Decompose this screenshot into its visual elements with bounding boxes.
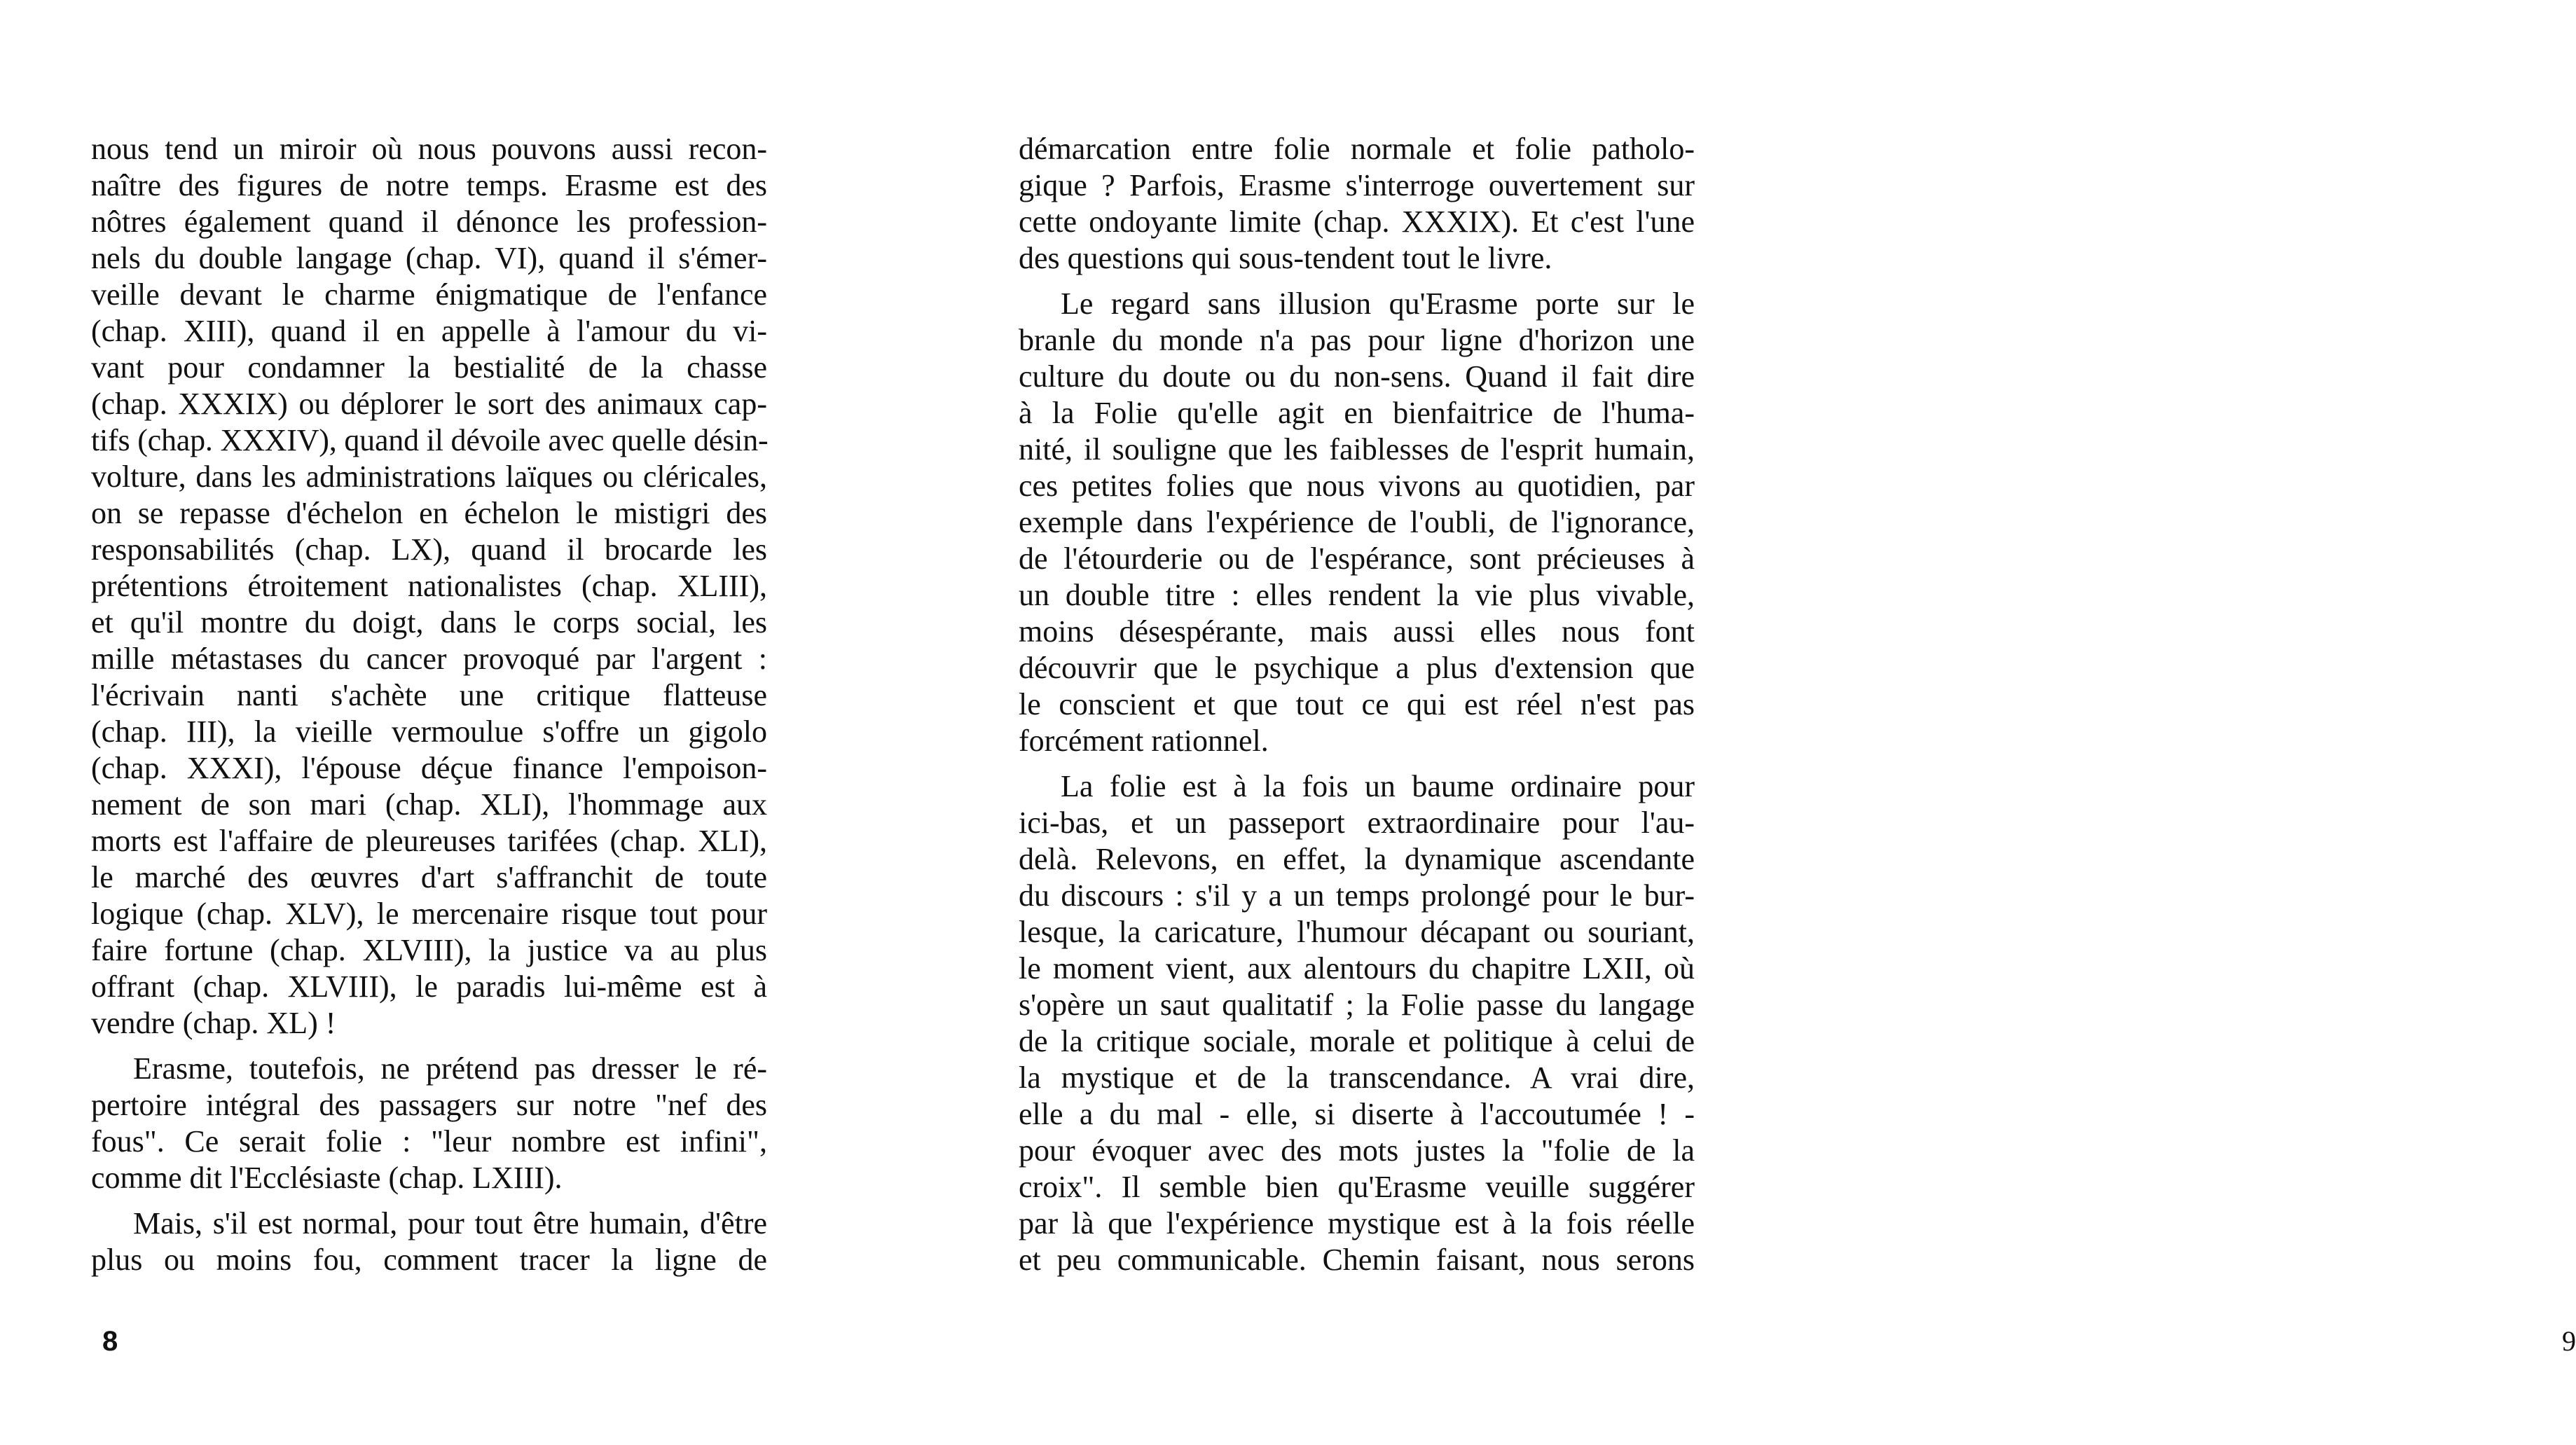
text-line: ces petites folies que nous vivons au quotidien, par — [1019, 469, 1695, 503]
text-line: mille métastases du cancer provoqué par l'argent : — [91, 642, 767, 676]
text-line: nement de son mari (chap. XLI), l'hommage aux — [91, 787, 767, 822]
page-number: 9 — [2562, 1325, 2576, 1357]
text-line: ici-bas, et un passeport extraordinaire pour l'au- — [1019, 806, 1695, 840]
text-line: delà. Relevons, en effet, la dynamique ascendante — [1019, 842, 1695, 876]
text-line: on se repasse d'échelon en échelon le mistigri des — [91, 496, 767, 530]
paragraph-gap — [1019, 759, 1695, 768]
text-line: le marché des œuvres d'art s'affranchit de toute — [91, 860, 767, 894]
text-line: nôtres également quand il dénonce les profession- — [91, 205, 767, 239]
text-line: tifs (chap. XXXIV), quand il dévoile avec quelle désin- — [91, 423, 769, 457]
text-line: La folie est à la fois un baume ordinaire pour — [1061, 769, 1695, 803]
right-page — [889, 0, 2576, 1445]
left-page — [0, 0, 889, 1445]
text-line: (chap. III), la vieille vermoulue s'offre un gigolo — [91, 714, 767, 749]
paragraph-gap — [91, 1196, 767, 1205]
text-line: volture, dans les administrations laïques ou cléricales, — [91, 459, 767, 494]
text-line: forcément rationnel. — [1019, 724, 1269, 758]
text-line: comme dit l'Ecclésiaste (chap. LXIII). — [91, 1161, 563, 1195]
text-line: vendre (chap. XL) ! — [91, 1006, 336, 1040]
text-line: à la Folie qu'elle agit en bienfaitrice de l'huma- — [1019, 396, 1695, 430]
text-line: fous". Ce serait folie : "leur nombre est infini", — [91, 1124, 767, 1159]
text-line: croix". Il semble bien qu'Erasme veuille suggérer — [1019, 1170, 1695, 1204]
text-line: morts est l'affaire de pleureuses tarifées (chap. XLI), — [91, 824, 767, 858]
text-line: branle du monde n'a pas pour ligne d'horizon une — [1019, 323, 1695, 357]
text-line: culture du doute ou du non-sens. Quand il fait dire — [1019, 359, 1695, 394]
text-line: de la critique sociale, morale et politique à celui de — [1019, 1024, 1695, 1058]
text-line: prétentions étroitement nationalistes (chap. XLIII), — [91, 569, 767, 603]
text-line: un double titre : elles rendent la vie plus vivable, — [1019, 578, 1695, 612]
text-line: responsabilités (chap. LX), quand il brocarde les — [91, 532, 767, 567]
page-number: 8 — [102, 1326, 118, 1357]
text-line: pour évoquer avec des mots justes la "folie de la — [1019, 1133, 1695, 1168]
paragraph-gap — [91, 1042, 767, 1051]
text-line: (chap. XXXI), l'épouse déçue finance l'empoison- — [91, 751, 767, 785]
text-line: plus ou moins fou, comment tracer la ligne de — [91, 1243, 767, 1277]
text-line: le conscient et que tout ce qui est réel n'est pas — [1019, 687, 1695, 721]
text-line: (chap. XIII), quand il en appelle à l'amour du vi- — [91, 314, 767, 348]
text-line: par là que l'expérience mystique est à la fois réelle — [1019, 1206, 1695, 1240]
text-line: Le regard sans illusion qu'Erasme porte sur le — [1061, 286, 1695, 321]
text-line: et peu communicable. Chemin faisant, nous serons — [1019, 1243, 1695, 1277]
text-line: démarcation entre folie normale et folie patholo- — [1019, 132, 1695, 166]
text-line: logique (chap. XLV), le mercenaire risque tout pour — [91, 897, 767, 931]
text-line: et qu'il montre du doigt, dans le corps social, les — [91, 605, 767, 639]
text-line: lesque, la caricature, l'humour décapant ou souriant, — [1019, 915, 1695, 949]
text-line: cette ondoyante limite (chap. XXXIX). Et c'est l'une — [1019, 205, 1695, 239]
text-line: Mais, s'il est normal, pour tout être humain, d'être — [133, 1206, 767, 1240]
left-page-text — [91, 131, 767, 1278]
text-line: l'écrivain nanti s'achète une critique flatteuse — [91, 678, 767, 712]
text-line: elle a du mal - elle, si diserte à l'accoutumée ! - — [1019, 1097, 1695, 1131]
text-line: la mystique et de la transcendance. A vrai dire, — [1019, 1060, 1695, 1095]
text-line: exemple dans l'expérience de l'oubli, de l'ignorance, — [1019, 505, 1695, 539]
text-line: moins désespérante, mais aussi elles nous font — [1019, 614, 1695, 649]
text-line: des questions qui sous-tendent tout le livre. — [1019, 241, 1552, 275]
text-line: nels du double langage (chap. VI), quand il s'émer- — [91, 241, 767, 275]
paragraph-gap — [1019, 277, 1695, 286]
text-line: pertoire intégral des passagers sur notre "nef des — [91, 1088, 767, 1122]
text-line: veille devant le charme énigmatique de l'enfance — [91, 277, 767, 312]
text-line: faire fortune (chap. XLVIII), la justice va au plus — [91, 933, 767, 967]
text-line: nité, il souligne que les faiblesses de l'esprit humain, — [1019, 432, 1695, 466]
text-line: (chap. XXXIX) ou déplorer le sort des animaux cap- — [91, 387, 767, 421]
text-line: découvrir que le psychique a plus d'extension que — [1019, 651, 1695, 685]
text-line: le moment vient, aux alentours du chapitre LXII, où — [1019, 951, 1695, 986]
text-line: nous tend un miroir où nous pouvons aussi recon- — [91, 132, 767, 166]
text-line: s'opère un saut qualitatif ; la Folie passe du langage — [1019, 988, 1695, 1022]
text-line: Erasme, toutefois, ne prétend pas dresser le ré- — [133, 1051, 767, 1086]
text-line: du discours : s'il y a un temps prolongé pour le bur- — [1019, 878, 1695, 913]
text-line: de l'étourderie ou de l'espérance, sont précieuses à — [1019, 541, 1695, 576]
text-line: offrant (chap. XLVIII), le paradis lui-même est à — [91, 969, 767, 1004]
text-line: naître des figures de notre temps. Erasme est des — [91, 168, 767, 202]
text-line: vant pour condamner la bestialité de la chasse — [91, 350, 767, 385]
right-page-text — [1019, 131, 1695, 1278]
text-line: gique ? Parfois, Erasme s'interroge ouvertement sur — [1019, 168, 1695, 202]
